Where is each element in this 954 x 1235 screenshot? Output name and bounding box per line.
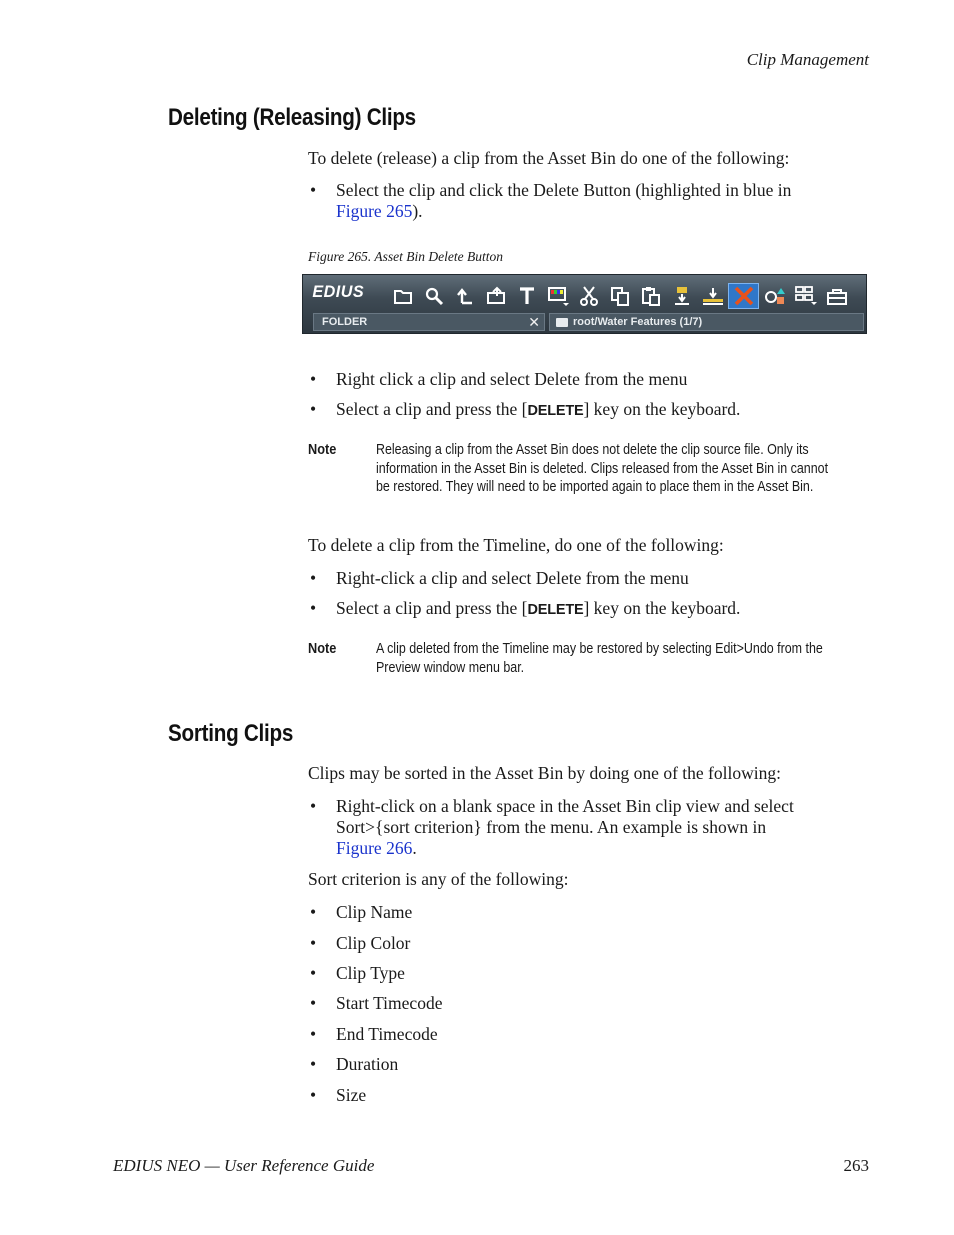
list-item: [308, 598, 848, 621]
page-number: 263: [843, 1156, 869, 1175]
criteria-intro: Sort criterion is any of the following:: [308, 869, 569, 889]
path-field[interactable]: [549, 313, 864, 331]
note-text: Releasing a clip from the Asset Bin does not delete the clip source file. Only its information in the Asset Bin is deleted. Clips released from the Asset Bin in cannot be restored. They will need to be imported again to place them in the Asset Bin.: [376, 441, 829, 496]
section-title-sorting: Sorting Clips: [168, 720, 294, 747]
note-label: Note: [308, 640, 337, 657]
footer-title: EDIUS NEO — User Reference Guide: [113, 1156, 375, 1175]
section-title-deleting: Deleting (Releasing) Clips: [168, 104, 416, 131]
list-item: [308, 399, 848, 422]
folder-icon[interactable]: [387, 283, 418, 309]
list-item: • End Timecode: [308, 1024, 848, 1045]
folder-add-icon[interactable]: [480, 283, 511, 309]
color-bar-icon[interactable]: [542, 283, 573, 309]
running-head: Clip Management: [746, 50, 869, 69]
figure-caption: Figure 265. Asset Bin Delete Button: [308, 249, 503, 264]
bullet-text-end: ] key on the keyboard.: [583, 399, 741, 419]
deleting-intro: To delete (release) a clip from the Asset Bin do one of the following:: [308, 148, 790, 168]
list-item: • Clip Color: [308, 933, 848, 954]
list-item: • Start Timecode: [308, 993, 848, 1014]
bullet-text: Sort>{sort criterion} from the menu. An example is shown in: [336, 817, 767, 837]
note-text: A clip deleted from the Timeline may be restored by selecting Edit>Undo from the Preview window menu bar.: [376, 640, 823, 676]
close-icon[interactable]: ✕: [528, 314, 540, 330]
view-icon[interactable]: [790, 283, 821, 309]
timeline-intro: To delete a clip from the Timeline, do one of the following:: [308, 535, 724, 555]
bullet-text-end: ).: [412, 201, 423, 221]
up-arrow-icon[interactable]: [449, 283, 480, 309]
search-icon[interactable]: [418, 283, 449, 309]
list-item: [308, 180, 848, 222]
delete-key-label: DELETE: [527, 403, 584, 419]
list-item: • Size: [308, 1085, 848, 1106]
bullet-text: Right-click on a blank space in the Asset Bin clip view and select: [336, 796, 794, 816]
list-item: • Clip Name: [308, 902, 848, 923]
title-icon[interactable]: [511, 283, 542, 309]
toolbar-fields: [313, 313, 864, 331]
paste-icon[interactable]: [635, 283, 666, 309]
asset-bin-toolbar: [302, 274, 867, 334]
list-item: • Right click a clip and select Delete from the menu: [308, 369, 848, 390]
properties-icon[interactable]: [759, 283, 790, 309]
add-to-player-icon[interactable]: [666, 283, 697, 309]
delete-key-label: DELETE: [527, 602, 584, 618]
edius-logo: EDIUS: [312, 282, 365, 301]
bullet-text-end: ] key on the keyboard.: [583, 598, 741, 618]
copy-icon[interactable]: [604, 283, 635, 309]
bullet-text: Select a clip and press the [: [336, 399, 528, 419]
list-item: • Duration: [308, 1054, 848, 1075]
list-item: • Right-click a clip and select Delete from the menu: [308, 568, 848, 589]
add-to-timeline-icon[interactable]: [697, 283, 728, 309]
figure-265-link[interactable]: Figure 265: [336, 201, 413, 221]
bullet-text: Select the clip and click the Delete Button (highlighted in blue in: [336, 180, 792, 200]
toolbox-icon[interactable]: [821, 283, 852, 309]
bullet-text: Select a clip and press the [: [336, 598, 528, 618]
path-label: root/Water Features (1/7): [573, 316, 703, 328]
list-item: • Clip Type: [308, 963, 848, 984]
sorting-intro: Clips may be sorted in the Asset Bin by doing one of the following:: [308, 763, 781, 783]
note-label: Note: [308, 441, 337, 458]
figure-266-link[interactable]: Figure 266: [336, 838, 413, 858]
folder-field[interactable]: [313, 313, 545, 331]
delete-icon[interactable]: [728, 283, 759, 309]
cut-icon[interactable]: [573, 283, 604, 309]
bullet-text-end: .: [412, 838, 417, 858]
folder-icon: [556, 318, 568, 327]
list-item: [308, 796, 848, 859]
folder-label: FOLDER: [322, 316, 368, 328]
toolbar-icons: [387, 283, 852, 309]
